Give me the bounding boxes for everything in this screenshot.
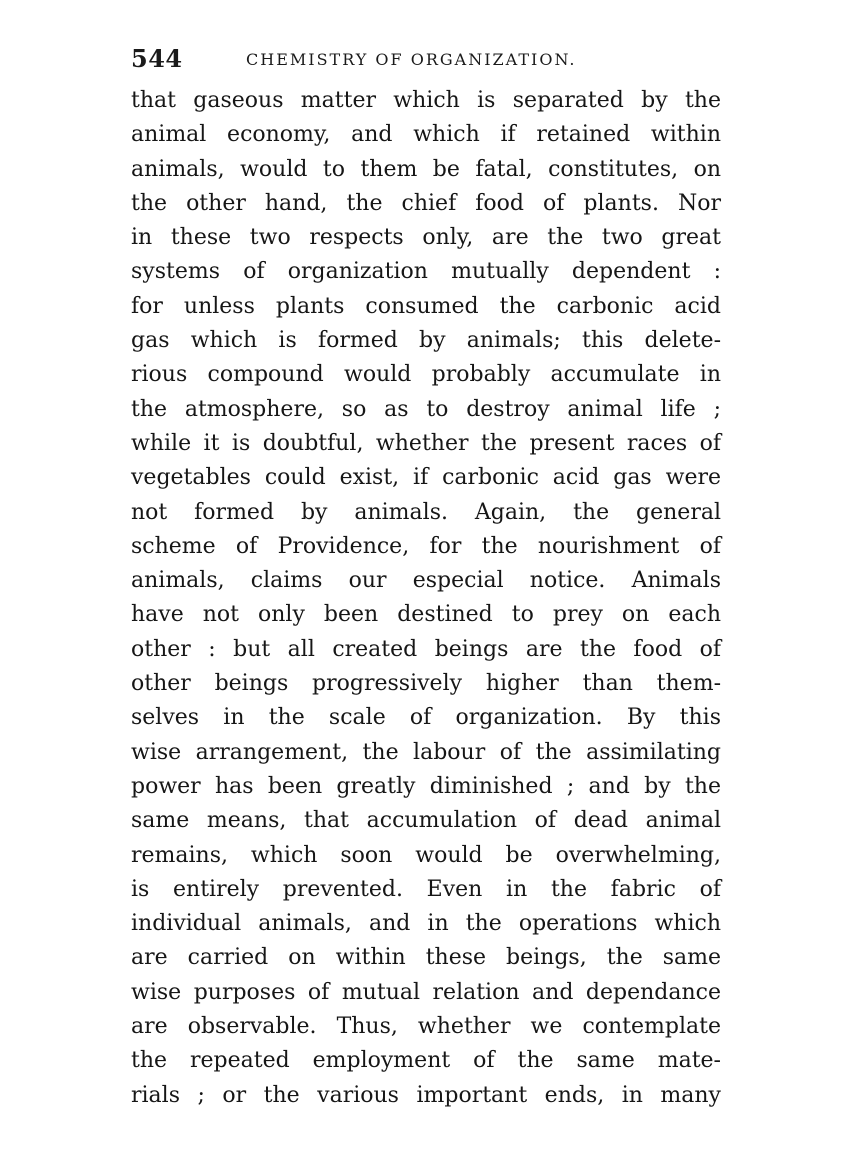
text-line: animal economy, and which if retained within [131,122,721,148]
text-line: are observable. Thus, whether we contemplate [131,1014,721,1040]
body-text [131,84,721,1113]
text-line: vegetables could exist, if carbonic acid gas were [131,465,721,491]
page-number: 544 [131,44,183,73]
running-title: CHEMISTRY OF ORGANIZATION. [246,50,577,69]
text-line: other beings progressively higher than them- [131,671,721,697]
text-line: selves in the scale of organization. By this [131,705,721,731]
text-line: for unless plants consumed the carbonic acid [131,293,721,319]
text-line: is entirely prevented. Even in the fabric of [131,876,721,902]
text-line: other : but all created beings are the food of [131,636,721,662]
text-line: animals, would to them be fatal, constitutes, on [131,156,721,182]
text-line: power has been greatly diminished ; and by the [131,773,721,799]
text-line: the repeated employment of the same mate- [131,1048,721,1074]
text-line: have not only been destined to prey on each [131,602,721,628]
text-line: the atmosphere, so as to destroy animal life ; [131,396,721,422]
text-line: while it is doubtful, whether the present races of [131,430,721,456]
text-line: not formed by animals. Again, the general [131,499,721,525]
text-line: animals, claims our especial notice. Animals [131,568,721,594]
text-line: wise purposes of mutual relation and dependance [131,979,721,1005]
text-line: rious compound would probably accumulate in [131,362,721,388]
text-line: scheme of Providence, for the nourishment of [131,533,721,559]
text-line: individual animals, and in the operations which [131,911,721,937]
text-line: remains, which soon would be overwhelming, [131,842,721,868]
running-head [131,44,721,76]
text-line: gas which is formed by animals; this delete- [131,328,721,354]
text-line: rials ; or the various important ends, in many [131,1082,721,1108]
text-line: systems of organization mutually dependent : [131,259,721,285]
text-line: wise arrangement, the labour of the assimilating [131,739,721,765]
text-line: in these two respects only, are the two great [131,225,721,251]
text-line: same means, that accumulation of dead animal [131,808,721,834]
text-line: are carried on within these beings, the same [131,945,721,971]
text-line: the other hand, the chief food of plants. Nor [131,190,721,216]
text-line: that gaseous matter which is separated by the [131,88,721,113]
